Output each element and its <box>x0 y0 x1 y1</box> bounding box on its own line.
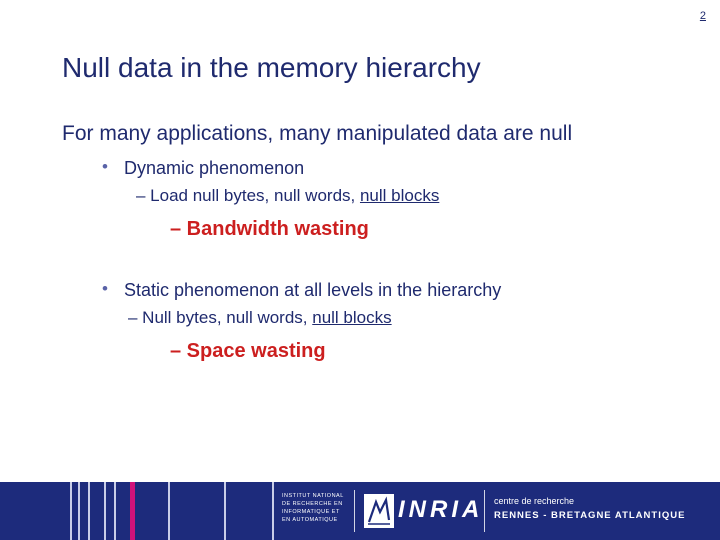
consequence-bandwidth: – Bandwidth wasting <box>170 218 369 240</box>
decor-bar <box>78 482 80 540</box>
center-name: RENNES - BRETAGNE ATLANTIQUE <box>494 510 686 521</box>
decor-bar <box>168 482 170 540</box>
bullet-dot-icon: • <box>102 279 108 298</box>
bullet-dynamic <box>102 157 305 179</box>
slide-title: Null data in the memory hierarchy <box>62 52 481 83</box>
consequence-space: – Space wasting <box>170 340 326 362</box>
footer-separator <box>484 490 485 532</box>
footer-separator <box>354 490 355 532</box>
bullet-label: Static phenomenon at all levels in the hierarchy <box>124 280 502 300</box>
bullet-static <box>102 279 502 301</box>
decor-bar <box>272 482 274 540</box>
sub-bullet-null <box>128 308 392 328</box>
decor-bar <box>104 482 106 540</box>
sub-bullet-underlined: null blocks <box>312 308 392 327</box>
decor-bar-accent <box>130 482 135 540</box>
inria-logo-text: INRIA <box>398 496 484 523</box>
decor-bar <box>70 482 72 540</box>
sub-bullet-text: – Null bytes, null words, <box>128 308 313 327</box>
intro-text: For many applications, many manipulated data are null <box>62 122 573 145</box>
institute-name: INSTITUT NATIONAL DE RECHERCHE EN INFORMATIQUE ET EN AUTOMATIQUE <box>282 493 344 523</box>
sub-bullet-text: – Load null bytes, null words, <box>136 186 360 205</box>
bullet-dot-icon: • <box>102 157 108 176</box>
sub-bullet-underlined: null blocks <box>359 186 440 205</box>
footer-band <box>0 482 720 540</box>
decor-bar <box>88 482 90 540</box>
decor-bar <box>114 482 116 540</box>
center-label: centre de recherche <box>494 496 575 506</box>
slide-number: 2 <box>699 10 706 22</box>
decor-bar <box>224 482 226 540</box>
bullet-label: Dynamic phenomenon <box>124 158 305 178</box>
sub-bullet-load <box>136 186 439 206</box>
inria-logo-icon <box>364 494 394 528</box>
